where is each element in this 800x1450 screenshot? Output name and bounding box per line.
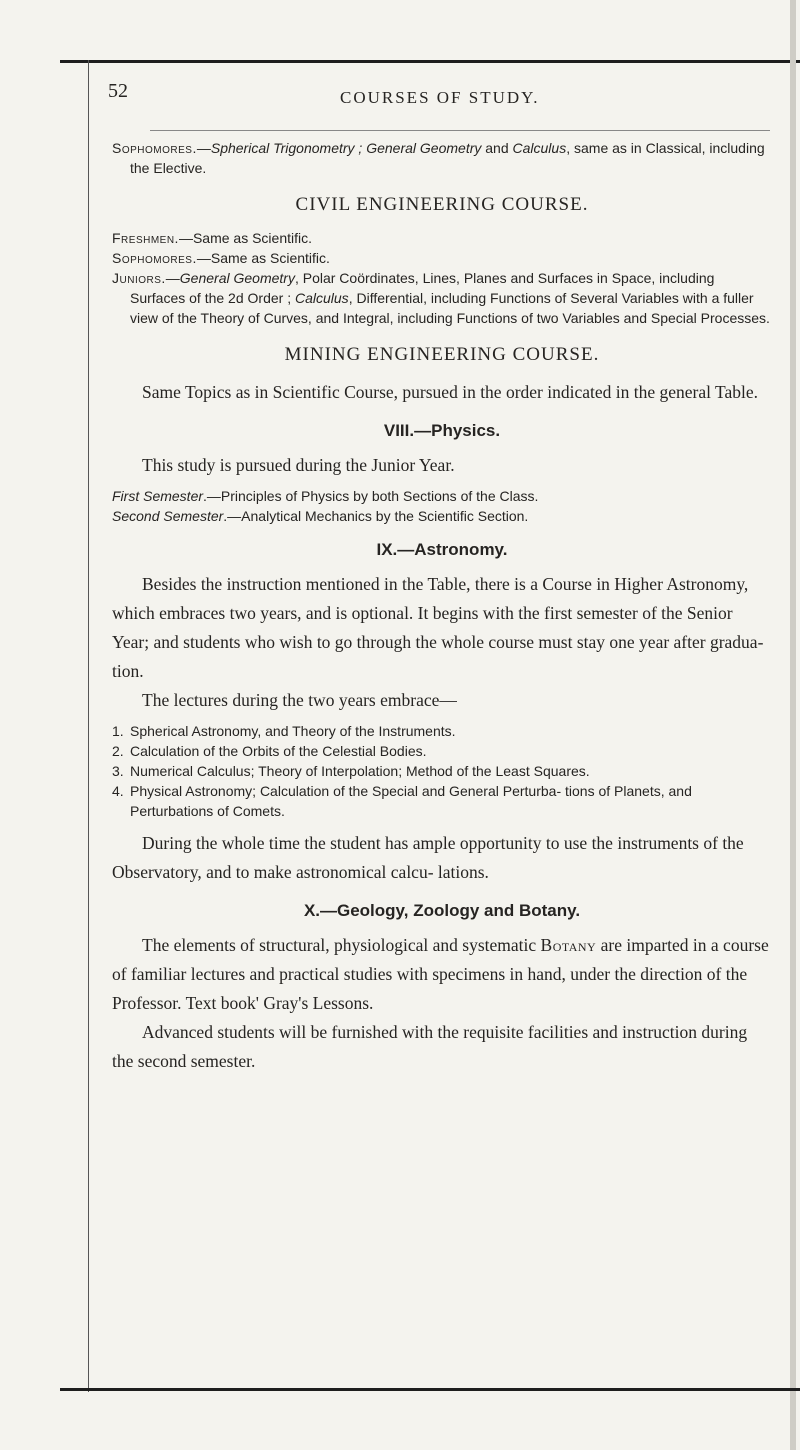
dash: — bbox=[165, 270, 180, 286]
bottom-rule bbox=[60, 1388, 800, 1391]
civil-engineering-block bbox=[112, 228, 772, 328]
physics-intro-block bbox=[112, 451, 772, 480]
mining-block bbox=[112, 378, 772, 407]
second-semester-line bbox=[112, 506, 772, 526]
mining-engineering-title: MINING ENGINEERING COURSE. bbox=[284, 344, 600, 365]
item-text: Physical Astronomy; Calculation of the Special and General Perturba- tions of Planets, and Perturbations of Comets. bbox=[130, 783, 692, 819]
sophomores-rest: , same as in Classical, including the Elective. bbox=[130, 140, 765, 176]
geology-text: The elements of structural, physiological and systematic bbox=[142, 935, 541, 955]
page-content bbox=[112, 138, 772, 1076]
second-semester-label: Second Semester bbox=[112, 508, 224, 524]
list-item bbox=[112, 781, 772, 821]
item-text: Calculation of the Orbits of the Celestial Bodies. bbox=[130, 743, 427, 759]
geology-paragraph-2: Advanced students will be furnished with the requisite facilities and instruction during the second semester. bbox=[112, 1022, 748, 1071]
item-text: Numerical Calculus; Theory of Interpolation; Method of the Least Squares. bbox=[130, 763, 590, 779]
page-edge bbox=[790, 0, 796, 1450]
botany-text: Botany bbox=[540, 935, 597, 955]
juniors-text-continued: , Differential, including Functions of Several Variables with a fuller view of the Theory of Curves, and Integral, including Functions of two Variables and Special Processes. bbox=[130, 290, 770, 326]
page-number: 52 bbox=[108, 80, 128, 102]
item-number: 2. bbox=[112, 743, 124, 759]
physics-semesters bbox=[112, 486, 772, 526]
astronomy-block bbox=[112, 570, 772, 715]
juniors-calculus: Calculus bbox=[294, 290, 349, 306]
running-head: COURSES OF STUDY. bbox=[340, 88, 540, 107]
astronomy-closing-block bbox=[112, 829, 772, 887]
first-semester-text: .—Principles of Physics by both Sections of the Class. bbox=[203, 488, 539, 504]
item-number: 3. bbox=[112, 763, 124, 779]
lecture-list bbox=[112, 721, 772, 821]
item-text: Spherical Astronomy, and Theory of the Instruments. bbox=[130, 723, 456, 739]
geology-text-continued: are imparted in a course of familiar lectures and practical studies with specimens in hand, under the direction of the Professor. Text book' Gray's Lessons. bbox=[112, 935, 769, 1013]
juniors-label: Juniors. bbox=[112, 270, 166, 286]
header-rule bbox=[150, 130, 770, 131]
item-number: 1. bbox=[112, 723, 124, 739]
top-rule bbox=[60, 60, 800, 63]
list-item bbox=[112, 721, 772, 741]
calculus-text: Calculus bbox=[512, 140, 567, 156]
physics-heading: VIII.—Physics. bbox=[383, 421, 501, 440]
juniors-paragraph bbox=[112, 268, 772, 328]
first-semester-line bbox=[112, 486, 772, 506]
list-item bbox=[112, 741, 772, 761]
juniors-geometry: General Geometry bbox=[179, 270, 295, 286]
mining-paragraph: Same Topics as in Scientific Course, pursued in the order indicated in the general Table. bbox=[142, 382, 759, 402]
astronomy-paragraph-2: The lectures during the two years embrace— bbox=[142, 690, 457, 710]
geology-paragraph-1 bbox=[112, 931, 772, 1018]
dash: — bbox=[196, 140, 211, 156]
and-text: and bbox=[481, 140, 513, 156]
astronomy-paragraph-1: Besides the instruction mentioned in the Table, there is a Course in Higher Astronomy, which embraces two years, and is optional. It begins with the first semester of the Senior Year; and students who wish to go through the whole course must stay one year after gradua- tion. bbox=[112, 574, 764, 681]
freshmen-label: Freshmen. bbox=[112, 230, 179, 246]
second-semester-text: .—Analytical Mechanics by the Scientific Section. bbox=[223, 508, 529, 524]
left-frame-line bbox=[88, 60, 89, 1392]
item-number: 4. bbox=[112, 783, 124, 799]
freshmen-line bbox=[112, 228, 772, 248]
geology-heading: X.—Geology, Zoology and Botany. bbox=[303, 901, 581, 920]
sophomores-label: Sophomores. bbox=[112, 250, 197, 266]
astronomy-heading: IX.—Astronomy. bbox=[376, 540, 508, 559]
first-semester-label: First Semester bbox=[112, 488, 204, 504]
civil-engineering-title: CIVIL ENGINEERING COURSE. bbox=[295, 194, 589, 215]
sophomores-subjects: Spherical Trigonometry ; General Geometry bbox=[210, 140, 482, 156]
astronomy-paragraph-3: During the whole time the student has ample opportunity to use the instruments of the Observatory, and to make astronomical calcu- lations. bbox=[112, 833, 744, 882]
sophomores-label: Sophomores. bbox=[112, 140, 197, 156]
physics-intro: This study is pursued during the Junior Year. bbox=[142, 455, 455, 475]
freshmen-text: —Same as Scientific. bbox=[178, 230, 313, 246]
juniors-text: , Polar Coördinates, Lines, Planes and Surfaces in Space, including Surfaces of the 2d Order ; bbox=[130, 270, 715, 306]
sophomores-text: —Same as Scientific. bbox=[196, 250, 330, 266]
sophomores-scientific-paragraph bbox=[112, 138, 772, 178]
list-item bbox=[112, 761, 772, 781]
sophomores-line bbox=[112, 248, 772, 268]
geology-block bbox=[112, 931, 772, 1076]
sophomores-scientific-block bbox=[112, 138, 772, 178]
